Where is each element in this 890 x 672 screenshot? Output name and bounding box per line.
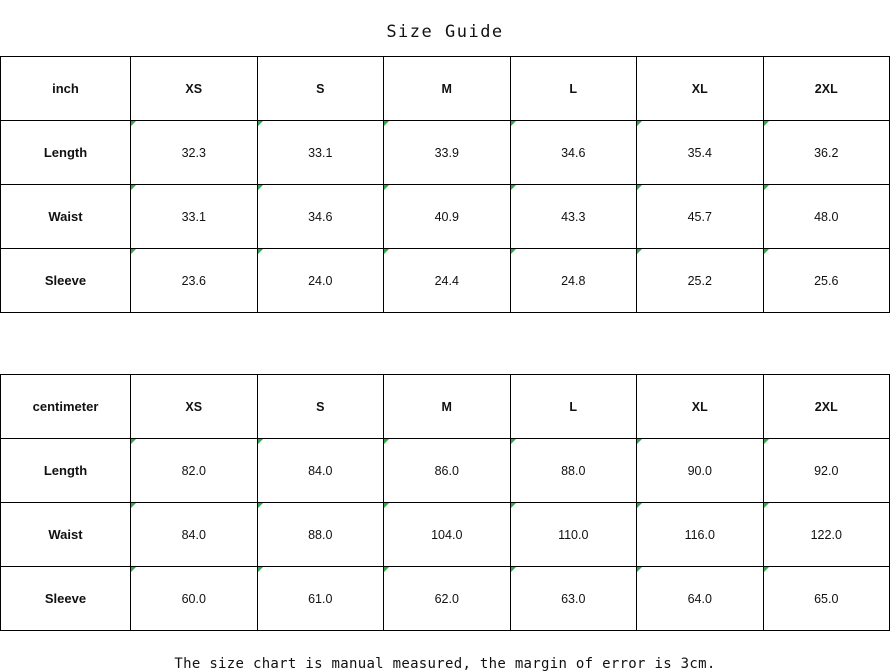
table-row [1,121,890,185]
table-row [1,567,890,631]
cell-sleeve-xl: 25.2 [637,249,764,313]
unit-label-centimeter: centimeter [1,375,131,439]
table-row [1,503,890,567]
cell-sleeve-xs: 60.0 [131,567,258,631]
cell-length-m: 86.0 [384,439,511,503]
cell-length-l: 88.0 [510,439,637,503]
size-table-centimeter [0,374,890,631]
cell-sleeve-2xl: 65.0 [763,567,890,631]
row-label-sleeve: Sleeve [1,249,131,313]
cell-sleeve-m: 62.0 [384,567,511,631]
cell-length-l: 34.6 [510,121,637,185]
cell-waist-m: 104.0 [384,503,511,567]
row-label-waist: Waist [1,503,131,567]
column-header-m: M [384,57,511,121]
column-header-s: S [257,375,384,439]
table-row [1,185,890,249]
cell-sleeve-xs: 23.6 [131,249,258,313]
column-header-2xl: 2XL [763,375,890,439]
size-table-inch [0,56,890,313]
cell-length-xs: 32.3 [131,121,258,185]
cell-sleeve-l: 63.0 [510,567,637,631]
cell-sleeve-s: 61.0 [257,567,384,631]
column-header-l: L [510,375,637,439]
cell-length-xs: 82.0 [131,439,258,503]
cell-length-2xl: 92.0 [763,439,890,503]
row-label-length: Length [1,121,131,185]
column-header-m: M [384,375,511,439]
cell-sleeve-xl: 64.0 [637,567,764,631]
column-header-l: L [510,57,637,121]
table-header-row [1,375,890,439]
row-label-waist: Waist [1,185,131,249]
column-header-xl: XL [637,57,764,121]
cell-waist-xs: 33.1 [131,185,258,249]
cell-sleeve-m: 24.4 [384,249,511,313]
cell-waist-2xl: 48.0 [763,185,890,249]
measurement-note: The size chart is manual measured, the margin of error is 3cm. [174,656,716,672]
cell-waist-xl: 116.0 [637,503,764,567]
cell-waist-xs: 84.0 [131,503,258,567]
cell-length-s: 33.1 [257,121,384,185]
cell-waist-2xl: 122.0 [763,503,890,567]
column-header-2xl: 2XL [763,57,890,121]
cell-waist-s: 34.6 [257,185,384,249]
cell-sleeve-2xl: 25.6 [763,249,890,313]
cell-length-xl: 90.0 [637,439,764,503]
cell-waist-l: 43.3 [510,185,637,249]
column-header-xs: XS [131,375,258,439]
table-row [1,439,890,503]
row-label-sleeve: Sleeve [1,567,131,631]
cell-waist-m: 40.9 [384,185,511,249]
column-header-xl: XL [637,375,764,439]
cell-length-m: 33.9 [384,121,511,185]
column-header-s: S [257,57,384,121]
table-header-row [1,57,890,121]
cell-waist-l: 110.0 [510,503,637,567]
page-title: Size Guide [386,22,504,42]
cell-length-2xl: 36.2 [763,121,890,185]
column-header-xs: XS [131,57,258,121]
unit-label-inch: inch [1,57,131,121]
table-spacer [0,313,890,374]
table-row [1,249,890,313]
cell-sleeve-s: 24.0 [257,249,384,313]
row-label-length: Length [1,439,131,503]
cell-waist-xl: 45.7 [637,185,764,249]
cell-waist-s: 88.0 [257,503,384,567]
cell-sleeve-l: 24.8 [510,249,637,313]
cell-length-s: 84.0 [257,439,384,503]
cell-length-xl: 35.4 [637,121,764,185]
